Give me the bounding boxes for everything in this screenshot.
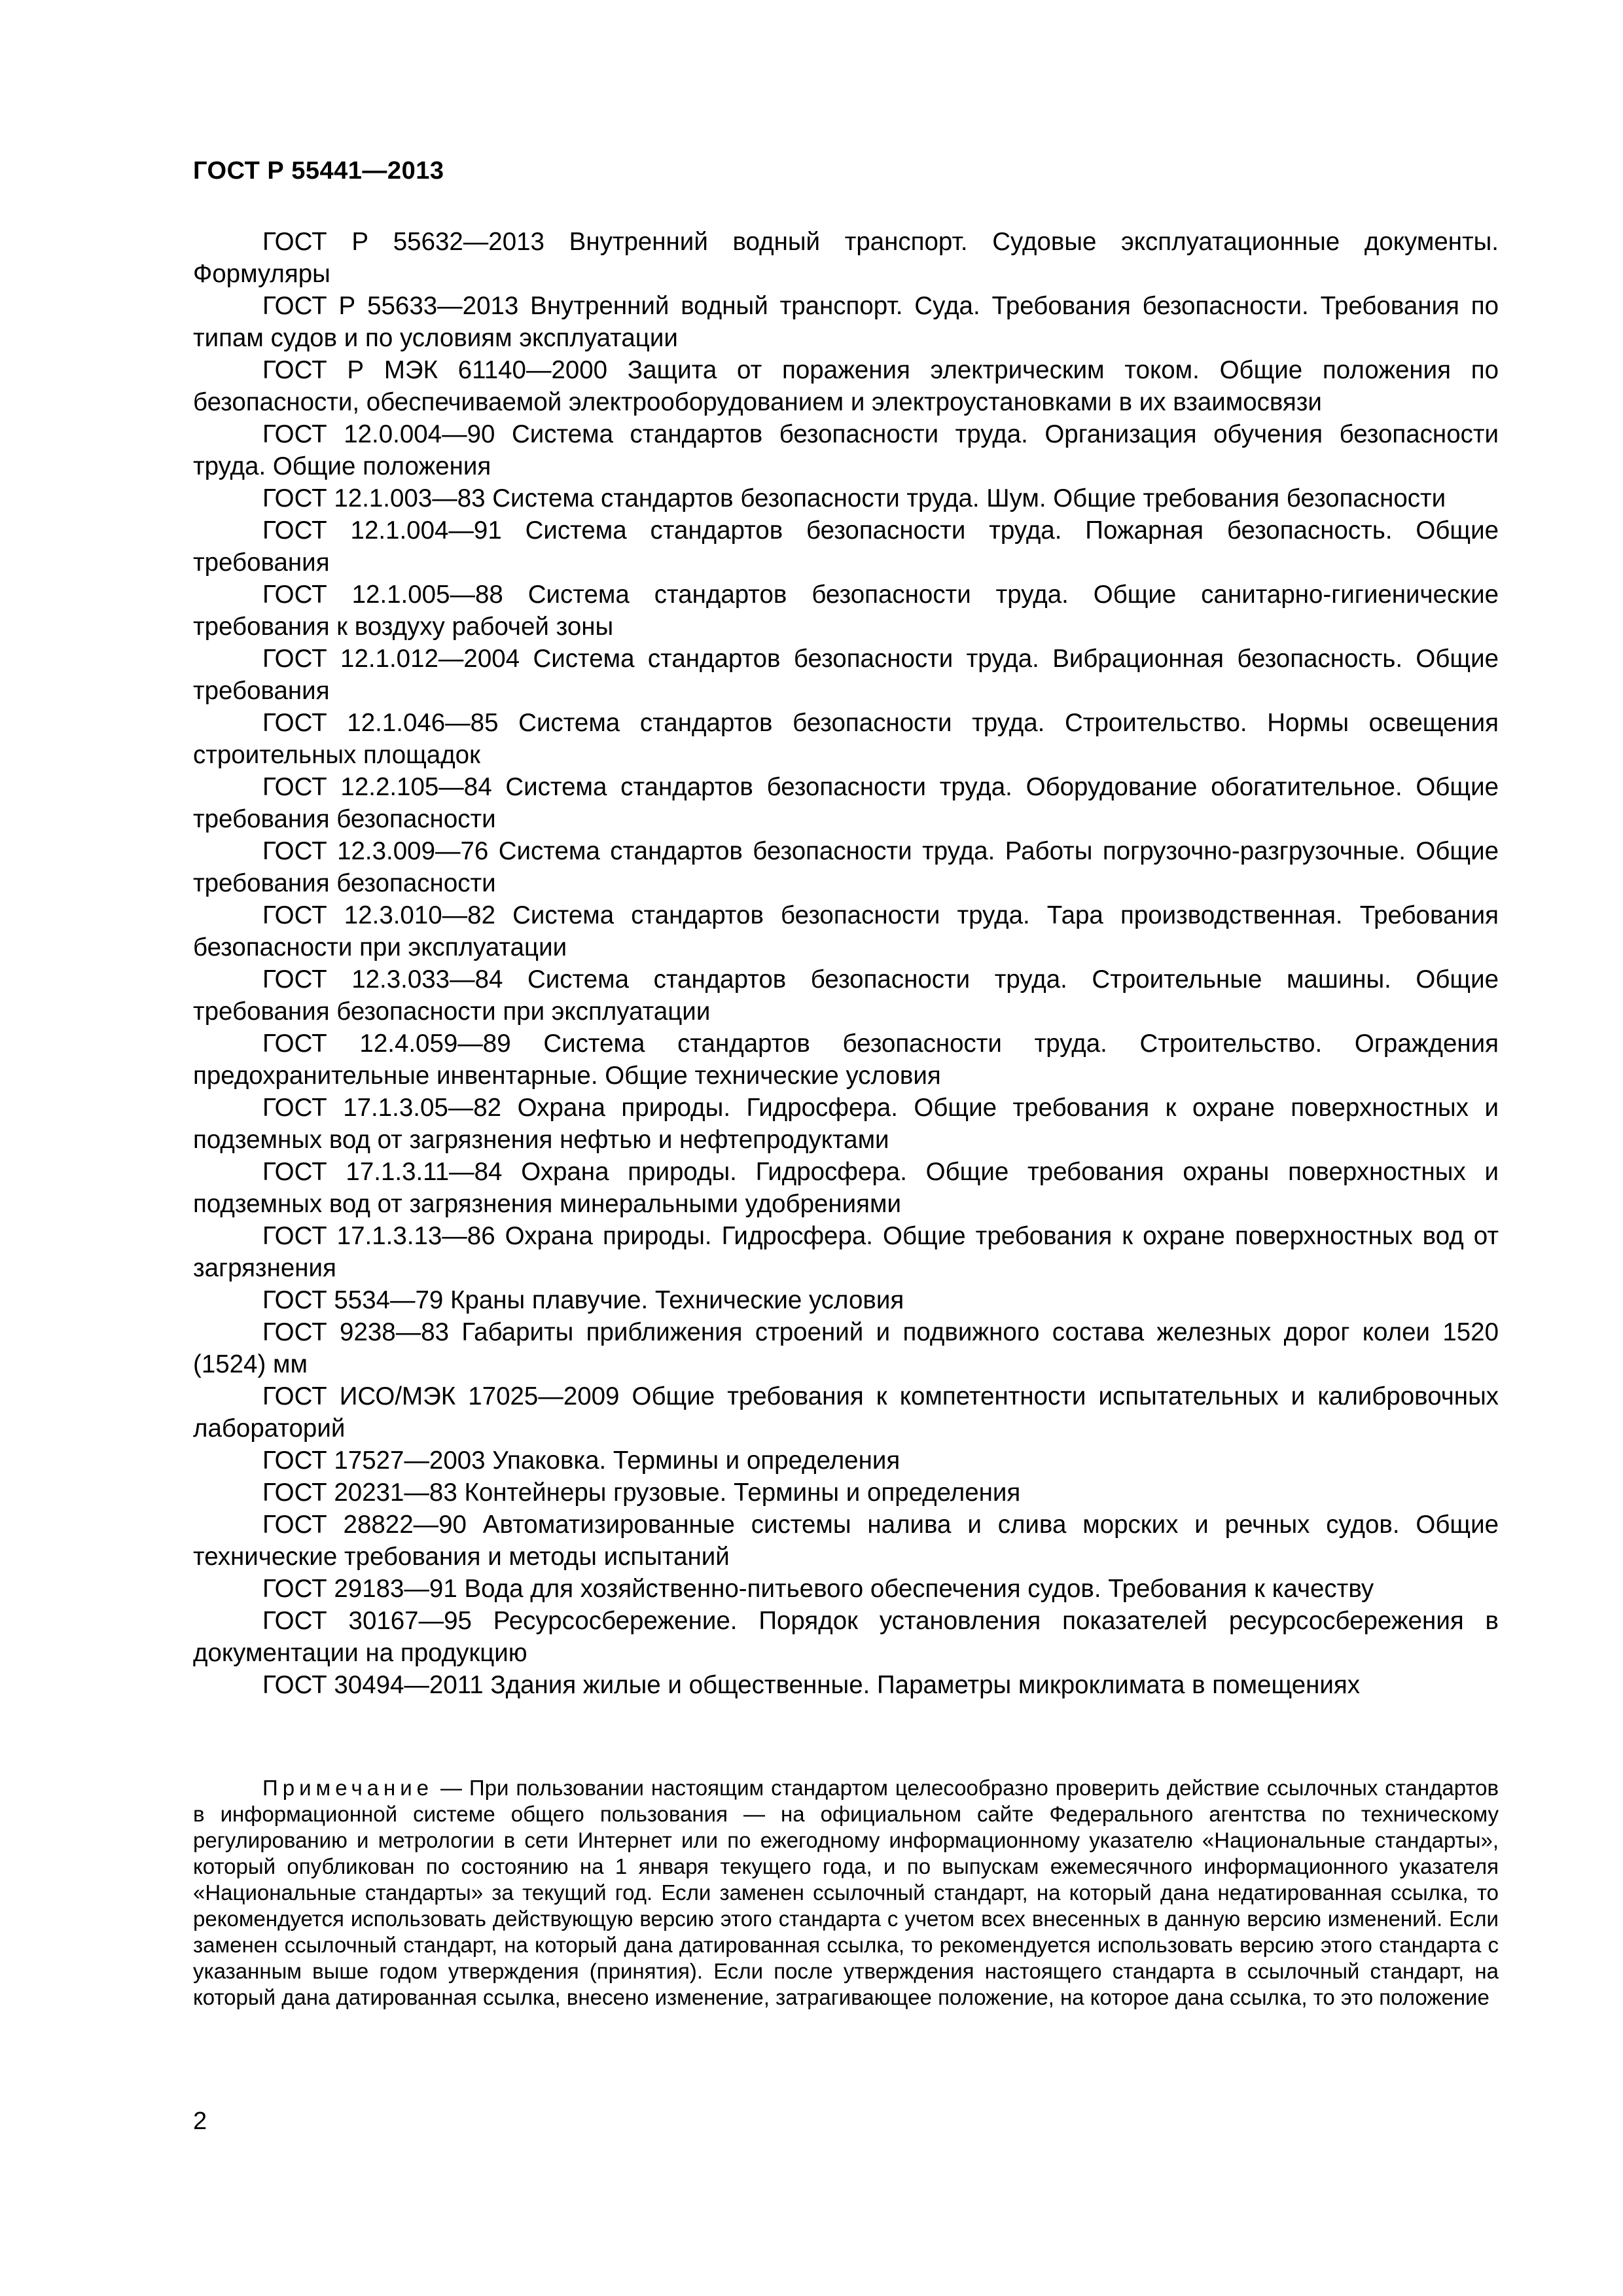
reference-item: ГОСТ 12.1.004—91 Система стандартов безопасности труда. Пожарная безопасность. Общие требования bbox=[193, 516, 1499, 577]
reference-item: ГОСТ 12.1.003—83 Система стандартов безопасности труда. Шум. Общие требования безопасности bbox=[262, 484, 1446, 512]
reference-item: ГОСТ 5534—79 Краны плавучие. Технические условия bbox=[262, 1286, 904, 1314]
reference-item: ГОСТ 12.1.012—2004 Система стандартов безопасности труда. Вибрационная безопасность. Общие требования bbox=[193, 645, 1499, 705]
reference-item: ГОСТ 12.3.033—84 Система стандартов безопасности труда. Строительные машины. Общие требования безопасности при эксплуатации bbox=[193, 965, 1499, 1026]
reference-item: ГОСТ 17.1.3.11—84 Охрана природы. Гидросфера. Общие требования охраны поверхностных и подземных вод от загрязнения минеральными удобрениями bbox=[193, 1158, 1499, 1218]
note-label: Примечание bbox=[262, 1776, 434, 1800]
reference-item: ГОСТ 12.2.105—84 Система стандартов безопасности труда. Оборудование обогатительное. Общие требования безопасности bbox=[193, 773, 1499, 833]
note-block bbox=[193, 1775, 1499, 2011]
document-header: ГОСТ Р 55441—2013 bbox=[193, 157, 444, 185]
reference-item: ГОСТ ИСО/МЭК 17025—2009 Общие требования к компетентности испытательных и калибровочных лабораторий bbox=[193, 1382, 1499, 1443]
reference-item: ГОСТ 30167—95 Ресурсосбережение. Порядок установления показателей ресурсосбережения в документации на продукцию bbox=[193, 1607, 1499, 1667]
reference-item: ГОСТ 12.1.005—88 Система стандартов безопасности труда. Общие санитарно-гигиенические требования к воздуху рабочей зоны bbox=[193, 581, 1499, 641]
reference-item: ГОСТ 12.3.010—82 Система стандартов безопасности труда. Тара производственная. Требования безопасности при эксплуатации bbox=[193, 901, 1499, 961]
reference-list bbox=[193, 226, 1499, 1701]
reference-item: ГОСТ 17.1.3.13—86 Охрана природы. Гидросфера. Общие требования к охране поверхностных вод от загрязнения bbox=[193, 1222, 1499, 1282]
reference-item: ГОСТ 9238—83 Габариты приближения строений и подвижного состава железных дорог колеи 1520 (1524) мм bbox=[193, 1318, 1499, 1378]
reference-item: ГОСТ 20231—83 Контейнеры грузовые. Термины и определения bbox=[262, 1479, 1021, 1507]
reference-item: ГОСТ Р 55632—2013 Внутренний водный транспорт. Судовые эксплуатационные документы. Формуляры bbox=[193, 228, 1499, 288]
reference-item: ГОСТ 12.4.059—89 Система стандартов безопасности труда. Строительство. Ограждения предохранительные инвентарные. Общие технические условия bbox=[193, 1030, 1499, 1090]
reference-item: ГОСТ 12.0.004—90 Система стандартов безопасности труда. Организация обучения безопасности труда. Общие положения bbox=[193, 420, 1499, 480]
reference-item: ГОСТ 12.3.009—76 Система стандартов безопасности труда. Работы погрузочно-разгрузочные. Общие требования безопасности bbox=[193, 837, 1499, 897]
page-number: 2 bbox=[193, 2108, 207, 2135]
reference-item: ГОСТ 17.1.3.05—82 Охрана природы. Гидросфера. Общие требования к охране поверхностных и подземных вод от загрязнения нефтью и нефтепродуктами bbox=[193, 1094, 1499, 1154]
note-text: — При пользовании настоящим стандартом целесообразно проверить действие ссылочных стандартов в информационной системе общего пользования — на официальном сайте Федерального агентства по техническому регулированию и метрологии в сети Интернет или по ежегодному информационному указателю «Национальные стандарты», который опубликован по состоянию на 1 января текущего года, и по выпускам ежемесячного информационного указателя «Национальные стандарты» за текущий год. Если заменен ссылочный стандарт, на который дана недатированная ссылка, то рекомендуется использовать действующую версию этого стандарта с учетом всех внесенных в данную версию изменений. Если заменен ссылочный стандарт, на который дана датированная ссылка, то рекомендуется использовать версию этого стандарта с указанным выше годом утверждения (принятия). Если после утверждения настоящего стандарта в ссылочный стандарт, на который дана датированная ссылка, внесено изменение, затрагивающее положение, на которое дана ссылка, то это положение bbox=[193, 1776, 1499, 2009]
reference-item: ГОСТ 17527—2003 Упаковка. Термины и определения bbox=[262, 1446, 901, 1475]
reference-item: ГОСТ 28822—90 Автоматизированные системы налива и слива морских и речных судов. Общие технические требования и методы испытаний bbox=[193, 1511, 1499, 1571]
reference-item: ГОСТ Р 55633—2013 Внутренний водный транспорт. Суда. Требования безопасности. Требования по типам судов и по условиям эксплуатации bbox=[193, 292, 1499, 352]
reference-item: ГОСТ 12.1.046—85 Система стандартов безопасности труда. Строительство. Нормы освещения строительных площадок bbox=[193, 709, 1499, 769]
reference-item: ГОСТ 29183—91 Вода для хозяйственно-питьевого обеспечения судов. Требования к качеству bbox=[262, 1575, 1374, 1603]
reference-item: ГОСТ Р МЭК 61140—2000 Защита от поражения электрическим током. Общие положения по безопасности, обеспечиваемой электрооборудованием и электроустановками в их взаимосвязи bbox=[193, 356, 1499, 416]
reference-item: ГОСТ 30494—2011 Здания жилые и общественные. Параметры микроклимата в помещениях bbox=[262, 1671, 1360, 1699]
note-paragraph bbox=[193, 1775, 1499, 2011]
